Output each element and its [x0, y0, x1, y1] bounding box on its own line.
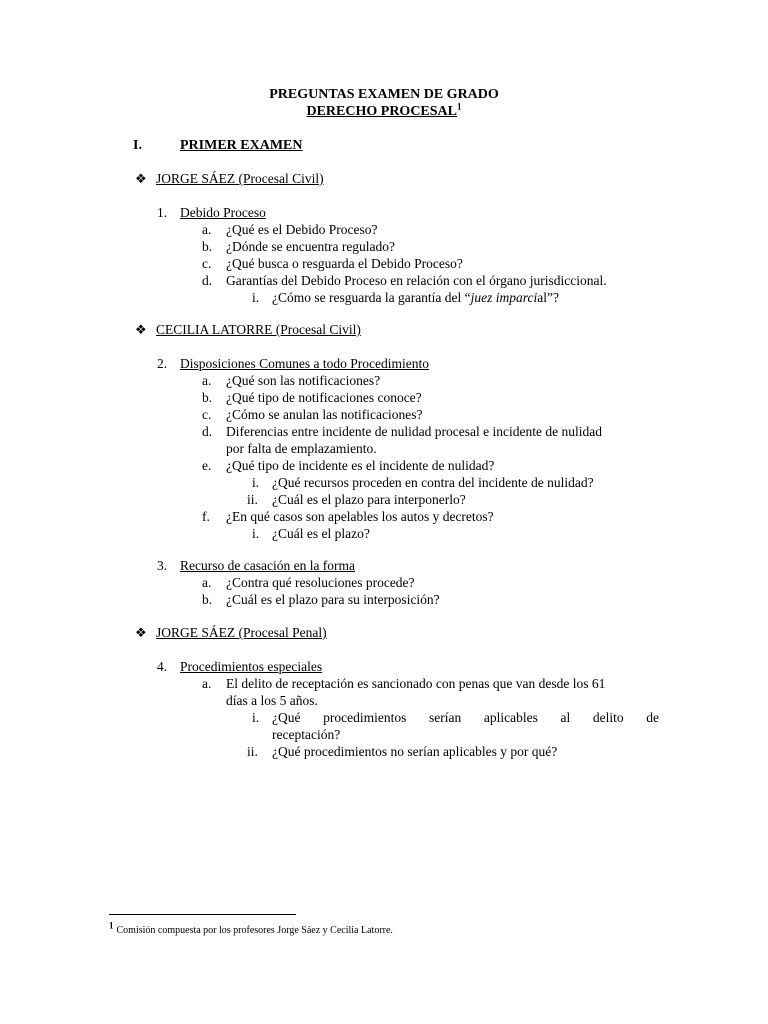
- topic-title: Procedimientos especiales: [180, 659, 323, 674]
- item-marker: d.: [202, 273, 213, 288]
- item-text: Diferencias entre incidente de nulidad procesal e incidente de nulidad: [226, 424, 602, 439]
- item-marker: a.: [202, 575, 212, 590]
- item-text: El delito de receptación es sancionado con penas que van desde los 61: [226, 676, 606, 691]
- item-text: ¿En qué casos son apelables los autos y decretos?: [226, 509, 494, 524]
- subitem-marker: i.: [252, 710, 260, 725]
- subitem-text: ¿Cuál es el plazo para interponerlo?: [272, 492, 466, 507]
- subitem-text-continuation: receptación?: [272, 727, 341, 742]
- item-text: ¿Qué tipo de notificaciones conoce?: [226, 390, 422, 405]
- subitem-text: ¿Qué procedimientos no serían aplicables y por qué?: [272, 744, 558, 759]
- item-marker: b.: [202, 592, 213, 607]
- subitem-text: ¿Qué procedimientos serían aplicables al delito de: [272, 710, 659, 725]
- topic-number: 1.: [157, 205, 168, 220]
- group-label: JORGE SÁEZ (Procesal Penal): [156, 625, 327, 640]
- subitem-marker: i.: [252, 290, 260, 305]
- document-title-line1: PREGUNTAS EXAMEN DE GRADO: [269, 87, 499, 102]
- diamond-bullet-icon: ❖: [135, 625, 147, 640]
- item-marker: e.: [202, 458, 212, 473]
- subitem-marker: i.: [252, 526, 260, 541]
- section-heading: PRIMER EXAMEN: [180, 138, 303, 153]
- topic-number: 3.: [157, 558, 168, 573]
- item-marker: c.: [202, 256, 212, 271]
- footnote-separator: [109, 914, 296, 915]
- subitem-text: ¿Cómo se resguarda la garantía del “juez imparcial”?: [272, 290, 560, 305]
- subitem-marker: ii.: [247, 744, 258, 759]
- item-text: Garantías del Debido Proceso en relación con el órgano jurisdiccional.: [226, 273, 607, 288]
- item-marker: a.: [202, 222, 212, 237]
- item-text: ¿Cómo se anulan las notificaciones?: [226, 407, 423, 422]
- item-text-continuation: por falta de emplazamiento.: [226, 441, 377, 456]
- item-marker: b.: [202, 239, 213, 254]
- item-text: ¿Qué es el Debido Proceso?: [226, 222, 378, 237]
- subitem-marker: i.: [252, 475, 260, 490]
- topic-title: Disposiciones Comunes a todo Procedimiento: [180, 356, 429, 371]
- item-text: ¿Qué busca o resguarda el Debido Proceso?: [226, 256, 463, 271]
- section-number: I.: [133, 138, 142, 153]
- footnote-mark: 1: [109, 920, 114, 931]
- topic-title: Recurso de casación en la forma: [180, 558, 356, 573]
- group-label: JORGE SÁEZ (Procesal Civil): [156, 171, 324, 186]
- document-title-text: DERECHO PROCESAL: [306, 104, 458, 119]
- subitem-text: ¿Cuál es el plazo?: [272, 526, 370, 541]
- footnote-reference: 1: [457, 101, 462, 112]
- footnote: [109, 922, 393, 939]
- item-text: ¿Cuál es el plazo para su interposición?: [226, 592, 440, 607]
- item-marker: a.: [202, 676, 212, 691]
- document-title-line2: [0, 103, 768, 120]
- item-text: ¿Dónde se encuentra regulado?: [226, 239, 396, 254]
- item-marker: d.: [202, 424, 213, 439]
- item-text-continuation: días a los 5 años.: [226, 693, 318, 708]
- item-marker: f.: [202, 509, 210, 524]
- topic-title: Debido Proceso: [180, 205, 266, 220]
- item-text: ¿Qué tipo de incidente es el incidente de nulidad?: [226, 458, 495, 473]
- item-marker: c.: [202, 407, 212, 422]
- diamond-bullet-icon: ❖: [135, 171, 147, 186]
- topic-number: 4.: [157, 659, 168, 674]
- topic-number: 2.: [157, 356, 168, 371]
- subitem-marker: ii.: [247, 492, 258, 507]
- footnote-text: Comisión compuesta por los profesores Jorge Sáez y Cecilia Latorre.: [116, 925, 393, 936]
- subitem-text: ¿Qué recursos proceden en contra del incidente de nulidad?: [272, 475, 594, 490]
- item-marker: a.: [202, 373, 212, 388]
- item-text: ¿Contra qué resoluciones procede?: [226, 575, 415, 590]
- item-text: ¿Qué son las notificaciones?: [226, 373, 381, 388]
- group-label: CECILIA LATORRE (Procesal Civil): [156, 322, 361, 337]
- diamond-bullet-icon: ❖: [135, 322, 147, 337]
- item-marker: b.: [202, 390, 213, 405]
